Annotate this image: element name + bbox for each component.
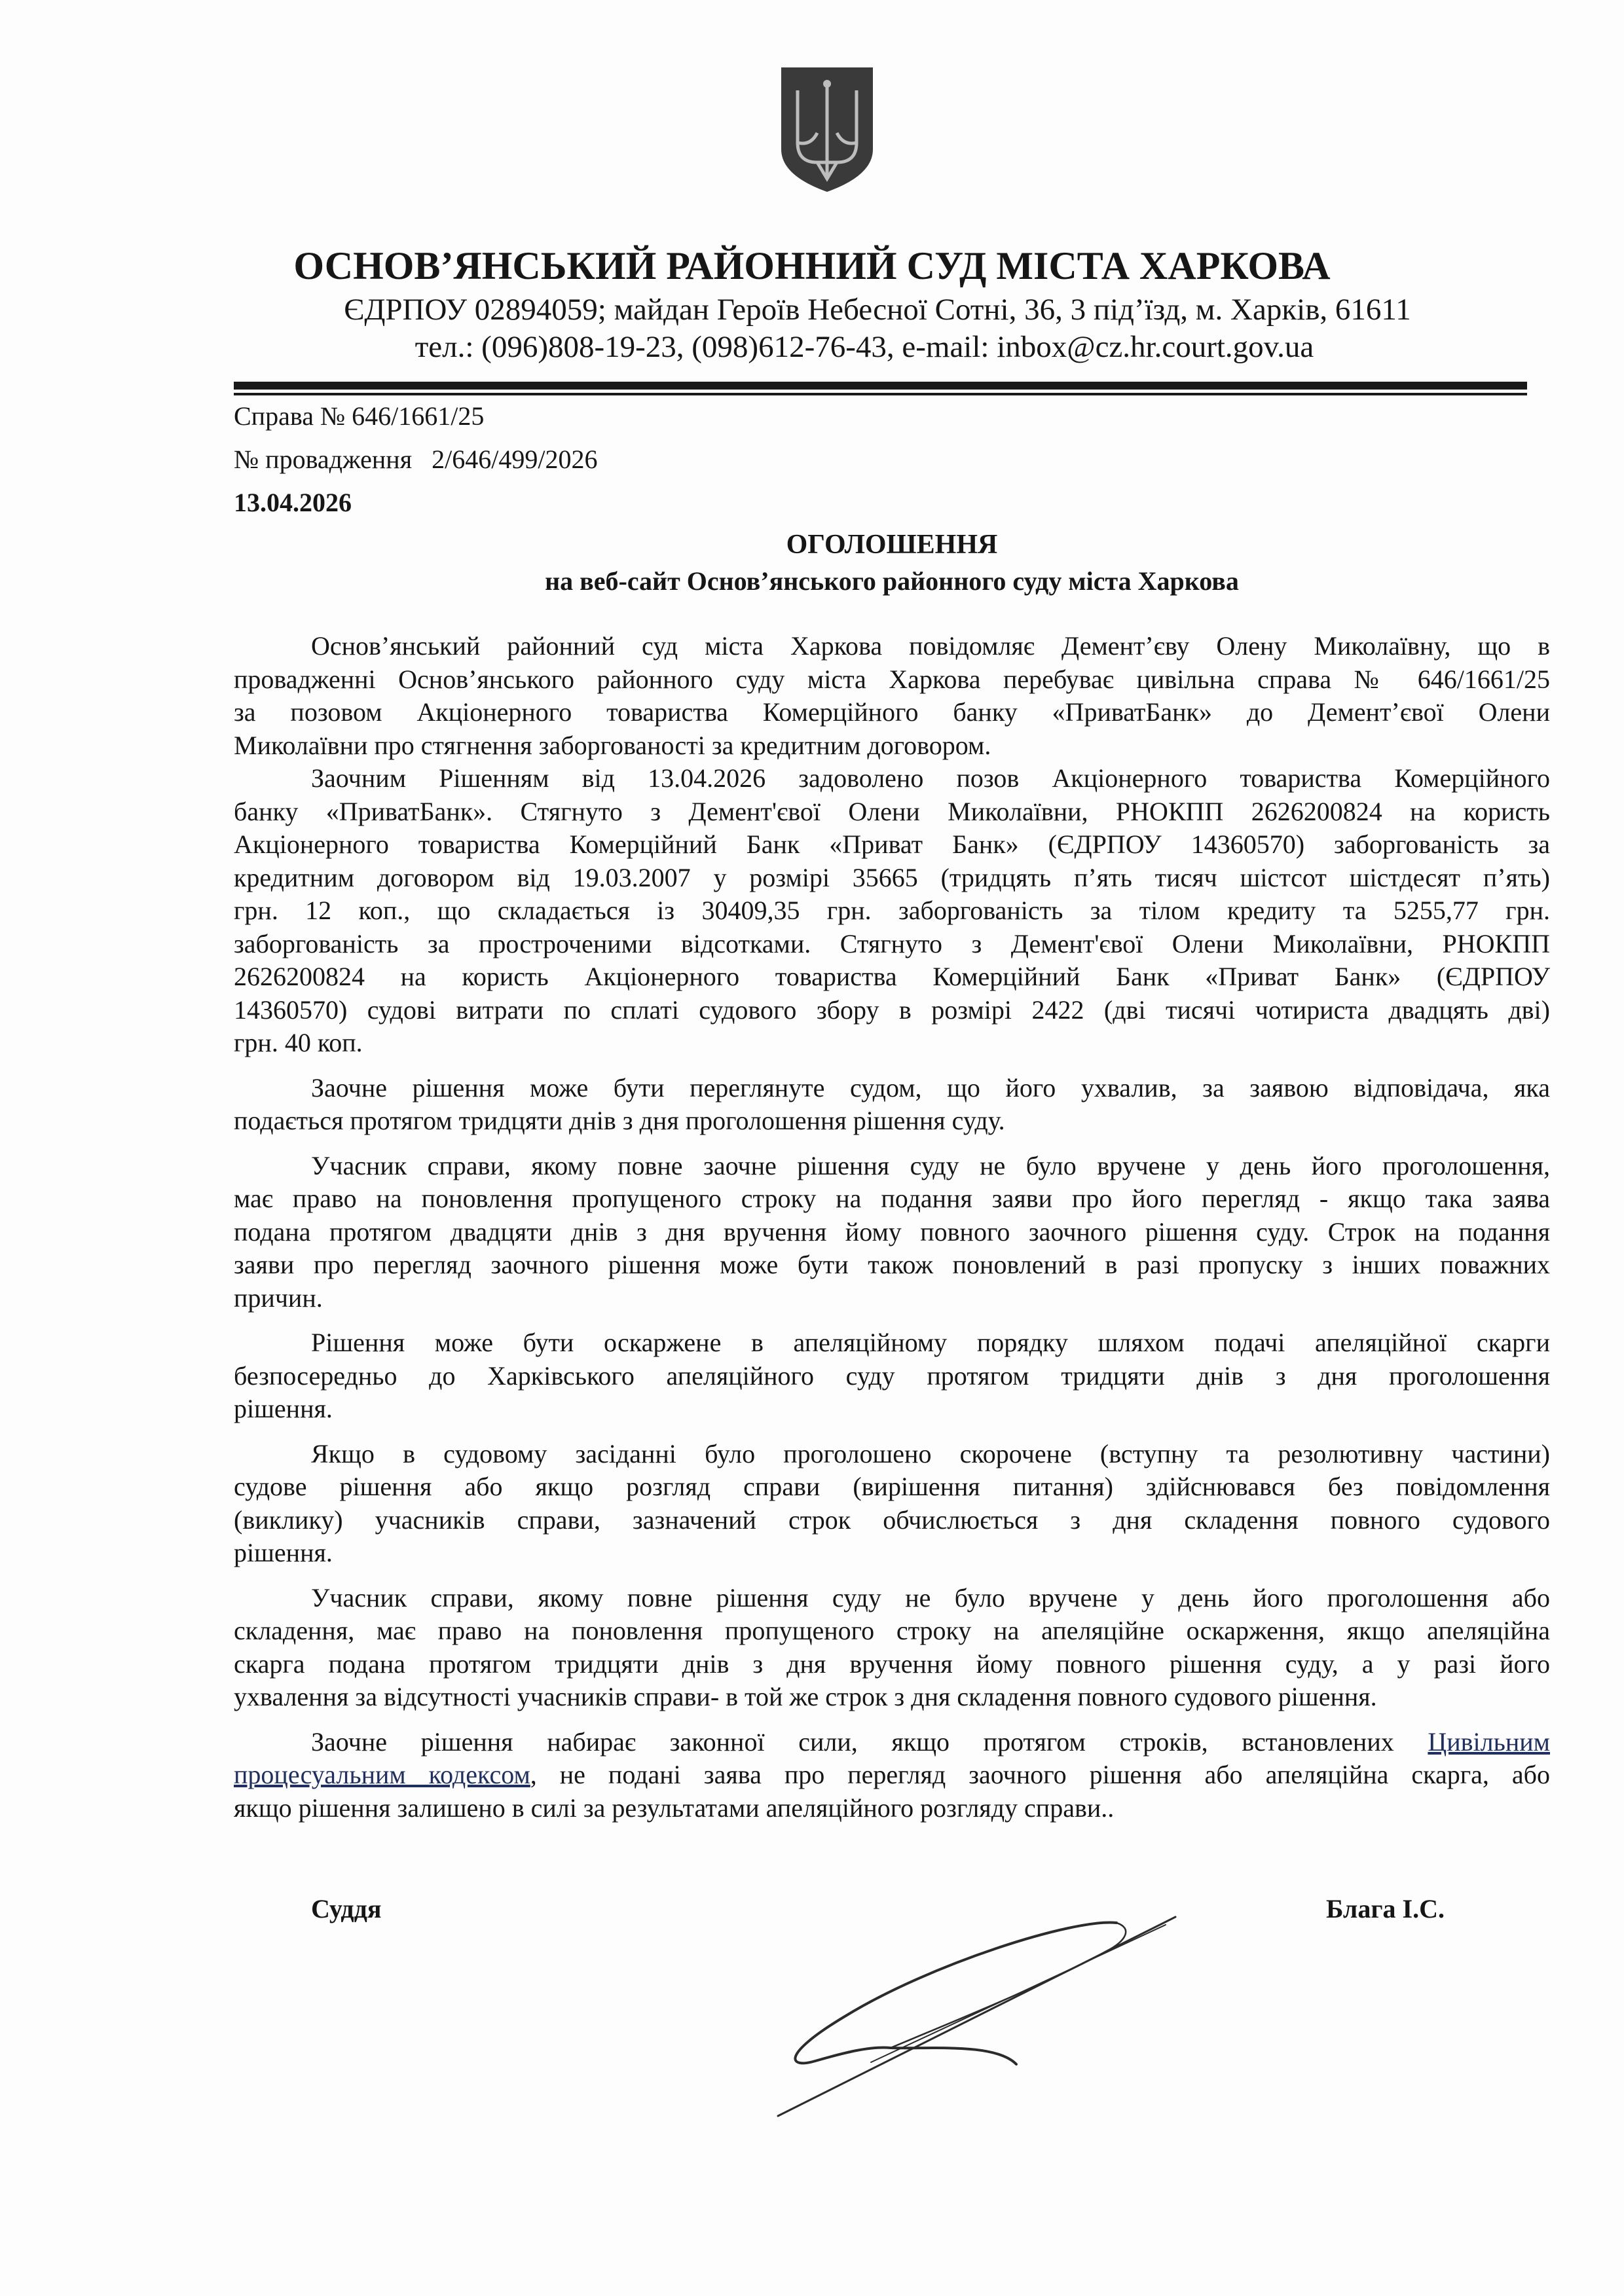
text-line: безпосередньо до Харківського апеляційного суду протягом тридцяти днів з дня проголошення bbox=[234, 1360, 1550, 1391]
text-line: Учасник справи, якому повне рішення суду не було вручене у день його проголошення або bbox=[311, 1582, 1550, 1613]
document-date: 13.04.2026 bbox=[234, 488, 352, 517]
paragraph-final bbox=[234, 1726, 1550, 1825]
text-line: судове рішення або якщо розгляд справи (вирішення питання) здійснювався без повідомлення bbox=[234, 1472, 1550, 1501]
text-line: подається протягом тридцяти днів з дня проголошення рішення суду. bbox=[234, 1106, 1005, 1135]
judge-name: Блага І.С. bbox=[1326, 1894, 1445, 1923]
text-line: за позовом Акціонерного товариства Комерційного банку «ПриватБанк» до Дементʼєвої Олени bbox=[234, 697, 1550, 727]
text-line: ухвалення за відсутності учасників справи- в той же строк з дня складення повного судового рішення. bbox=[234, 1682, 1377, 1711]
announcement-body bbox=[234, 630, 1550, 1836]
text-line bbox=[234, 1758, 1550, 1792]
paragraph bbox=[234, 1326, 1550, 1426]
text-line: Заочним Рішенням від 13.04.2026 задоволено позов Акціонерного товариства Комерційного bbox=[311, 763, 1550, 793]
text-line: провадженні Основ’янського районного суду міста Харкова перебуває цивільна справа № 646/1661/25 bbox=[234, 664, 1550, 694]
text-line: причин. bbox=[234, 1283, 323, 1313]
text-line: 2626200824 на користь Акціонерного товариства Комерційний Банк «Приват Банк» (ЄДРПОУ bbox=[234, 962, 1550, 991]
text-line bbox=[234, 1726, 1550, 1759]
civil-procedure-code-link-cont[interactable]: процесуальним кодексом bbox=[234, 1760, 530, 1789]
paragraph bbox=[234, 1438, 1550, 1570]
text-line: (виклику) учасників справи, зазначений строк обчислюється з дня складення повного судового bbox=[234, 1504, 1550, 1535]
text-line: 14360570) судові витрати по сплаті судового збору в розмірі 2422 (дві тисячі чотириста двадцять дві) bbox=[234, 994, 1550, 1025]
text-line: скарга подана протягом тридцяти днів з дня вручення йому повного рішення суду, а у разі його bbox=[234, 1649, 1550, 1679]
text-line: Заочне рішення може бути переглянуте судом, що його ухвалив, за заявою відповідача, яка bbox=[311, 1072, 1550, 1102]
text-line: Миколаївни про стягнення заборгованості за кредитним договором. bbox=[234, 730, 991, 760]
text-line: Якщо в судовому засіданні було проголошено скорочене (вступну та резолютивну частини) bbox=[311, 1438, 1550, 1468]
court-name: ОСНОВ’ЯНСЬКИЙ РАЙОННИЙ СУД МІСТА ХАРКОВА bbox=[293, 244, 1331, 287]
text-line: має право на поновлення пропущеного строку на подання заяви про його перегляд - якщо така заява bbox=[234, 1184, 1550, 1213]
text-line: складення, має право на поновлення пропущеного строку на апеляційне оскарження, якщо апеляційна bbox=[234, 1616, 1550, 1645]
paragraph bbox=[234, 1150, 1550, 1315]
paragraph bbox=[234, 1072, 1550, 1138]
text-line: грн. 40 коп. bbox=[234, 1028, 363, 1057]
announcement-subtitle: на веб-сайт Основ’янського районного суду міста Харкова bbox=[545, 566, 1239, 596]
header-divider bbox=[234, 382, 1527, 390]
text-line: рішення. bbox=[234, 1394, 333, 1423]
text-line: Основ’янський районний суд міста Харкова повідомляє Дементʼєву Олену Миколаївну, що в bbox=[311, 631, 1550, 661]
text-line: подана протягом двадцяти днів з дня вручення йому повного заочного рішення суду. Строк на подання bbox=[234, 1216, 1550, 1247]
paragraph bbox=[234, 630, 1550, 1060]
text-line: кредитним договором від 19.03.2007 у розмірі 35665 (тридцять п’ять тисяч шістсот шістдесят п’ять) bbox=[234, 862, 1550, 892]
phone-numbers: тел.: (096)808-19-23, (098)612-76-43, e-mail: bbox=[415, 330, 997, 364]
case-number: Справа № 646/1661/25 bbox=[234, 401, 485, 431]
judge-label: Суддя bbox=[311, 1894, 382, 1923]
text-line: рішення. bbox=[234, 1538, 333, 1567]
text-span: Заочне рішення набирає законної сили, якщо протягом строків, встановлених bbox=[311, 1726, 1428, 1757]
text-line: Акціонерного товариства Комерційний Банк «Приват Банк» (ЄДРПОУ 14360570) заборгованість за bbox=[234, 829, 1550, 859]
court-contacts bbox=[52, 329, 1624, 365]
civil-procedure-code-link[interactable]: Цивільним bbox=[1428, 1726, 1550, 1757]
court-address: ЄДРПОУ 02894059; майдан Героїв Небесної Сотні, 36, 3 під’їзд, м. Харків, 61611 bbox=[344, 293, 1411, 327]
text-line: якщо рішення залишено в силі за результатами апеляційного розгляду справи.. bbox=[234, 1793, 1115, 1823]
handwritten-signature bbox=[753, 1899, 1211, 2134]
email-link[interactable]: inbox@cz.hr.court.gov.ua bbox=[997, 330, 1314, 364]
header-divider-thin bbox=[234, 393, 1527, 395]
paragraph bbox=[234, 1582, 1550, 1714]
text-span: , не подані заява про перегляд заочного рішення або апеляційна скарга, або bbox=[530, 1760, 1550, 1789]
text-line: заяви про перегляд заочного рішення може бути також поновлений в разі пропуску з інших поважних bbox=[234, 1250, 1550, 1279]
text-line: Рішення може бути оскаржене в апеляційному порядку шляхом подачі апеляційної скарги bbox=[311, 1328, 1550, 1357]
text-line: грн. 12 коп., що складається із 30409,35 грн. заборгованість за тілом кредиту та 5255,77 грн. bbox=[234, 896, 1550, 925]
proceeding-number: № провадження 2/646/499/2026 bbox=[234, 445, 598, 474]
text-line: банку «ПриватБанк». Стягнуто з Демент'євої Олени Миколаївни, РНОКПП 2626200824 на користь bbox=[234, 796, 1550, 826]
announcement-title: ОГОЛОШЕННЯ bbox=[786, 530, 998, 560]
text-line: Учасник справи, якому повне заочне рішення суду не було вручене у день його проголошення, bbox=[311, 1150, 1550, 1180]
text-line: заборгованість за простроченими відсотками. Стягнуто з Демент'євої Олени Миколаївни, РНОКПП bbox=[234, 928, 1550, 958]
coat-of-arms-icon bbox=[778, 64, 876, 195]
